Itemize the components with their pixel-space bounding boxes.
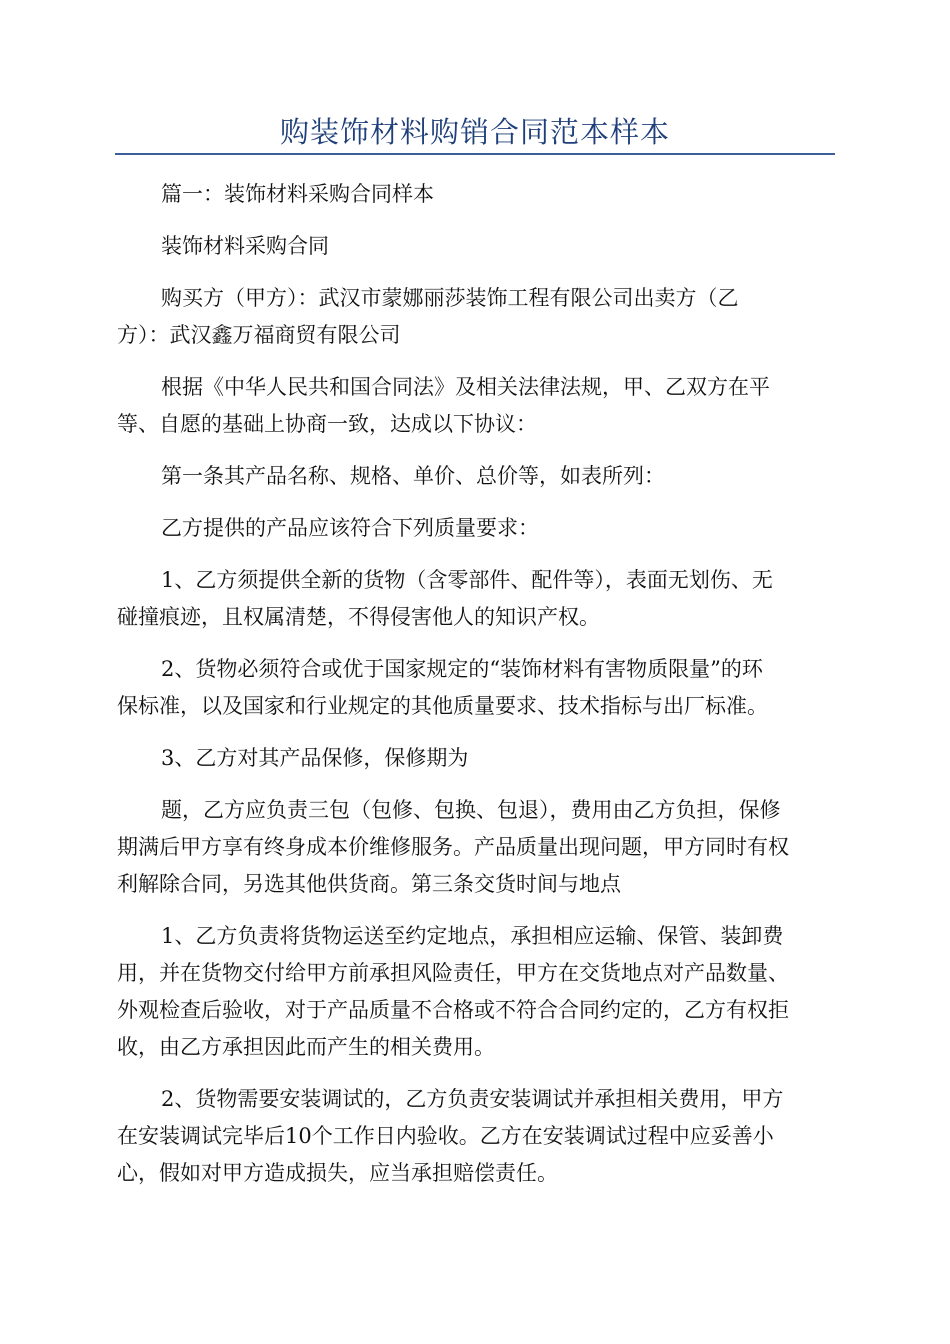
paragraph-line: 用，并在货物交付给甲方前承担风险责任，甲方在交货地点对产品数量、 xyxy=(117,961,789,985)
paragraph-line: 2、货物必须符合或优于国家规定的“装饰材料有害物质限量”的环 xyxy=(161,657,763,681)
paragraph-line: 篇一：装饰材料采购合同样本 xyxy=(161,182,434,206)
paragraph-line: 方）：武汉鑫万福商贸有限公司 xyxy=(117,323,401,347)
paragraph-line: 碰撞痕迹，且权属清楚，不得侵害他人的知识产权。 xyxy=(117,605,600,629)
paragraph-line: 装饰材料采购合同 xyxy=(161,234,329,258)
paragraph-line: 3、乙方对其产品保修，保修期为 xyxy=(161,746,469,770)
paragraph-line: 题，乙方应负责三包（包修、包换、包退），费用由乙方负担，保修 xyxy=(161,798,781,822)
paragraph xyxy=(117,792,833,903)
paragraph xyxy=(117,562,833,636)
document-body xyxy=(117,176,833,1207)
paragraph-line: 购买方（甲方）：武汉市蒙娜丽莎装饰工程有限公司出卖方（乙 xyxy=(161,286,739,310)
paragraph xyxy=(117,458,833,495)
paragraph xyxy=(117,228,833,265)
paragraph-line: 保标准，以及国家和行业规定的其他质量要求、技术指标与出厂标准。 xyxy=(117,694,768,718)
paragraph xyxy=(117,176,833,213)
paragraph-line: 2、货物需要安装调试的，乙方负责安装调试并承担相关费用，甲方 xyxy=(161,1087,784,1111)
paragraph-line: 利解除合同，另选其他供货商。第三条交货时间与地点 xyxy=(117,872,621,896)
paragraph xyxy=(117,369,833,443)
paragraph-line: 外观检查后验收，对于产品质量不合格或不符合合同约定的，乙方有权拒 xyxy=(117,998,789,1022)
paragraph xyxy=(117,1081,833,1192)
paragraph-line: 等、自愿的基础上协商一致，达成以下协议： xyxy=(117,412,537,436)
paragraph xyxy=(117,280,833,354)
document-title: 购装饰材料购销合同范本样本 xyxy=(279,115,670,149)
paragraph-line: 乙方提供的产品应该符合下列质量要求： xyxy=(161,516,539,540)
paragraph-line: 1、乙方须提供全新的货物（含零部件、配件等），表面无划伤、无 xyxy=(161,568,773,592)
paragraph-line: 第一条其产品名称、规格、单价、总价等，如表所列： xyxy=(161,464,665,488)
paragraph xyxy=(117,510,833,547)
paragraph-line: 期满后甲方享有终身成本价维修服务。产品质量出现问题，甲方同时有权 xyxy=(117,835,789,859)
paragraph-line: 心，假如对甲方造成损失，应当承担赔偿责任。 xyxy=(117,1161,558,1185)
paragraph-line: 根据《中华人民共和国合同法》及相关法律法规，甲、乙双方在平 xyxy=(161,375,770,399)
paragraph xyxy=(117,740,833,777)
paragraph-line: 收，由乙方承担因此而产生的相关费用。 xyxy=(117,1035,495,1059)
paragraph-line: 在安装调试完毕后10个工作日内验收。乙方在安装调试过程中应妥善小 xyxy=(117,1124,774,1148)
paragraph-line: 1、乙方负责将货物运送至约定地点，承担相应运输、保管、装卸费 xyxy=(161,924,784,948)
title-underline xyxy=(115,153,835,155)
paragraph xyxy=(117,651,833,725)
paragraph xyxy=(117,918,833,1066)
